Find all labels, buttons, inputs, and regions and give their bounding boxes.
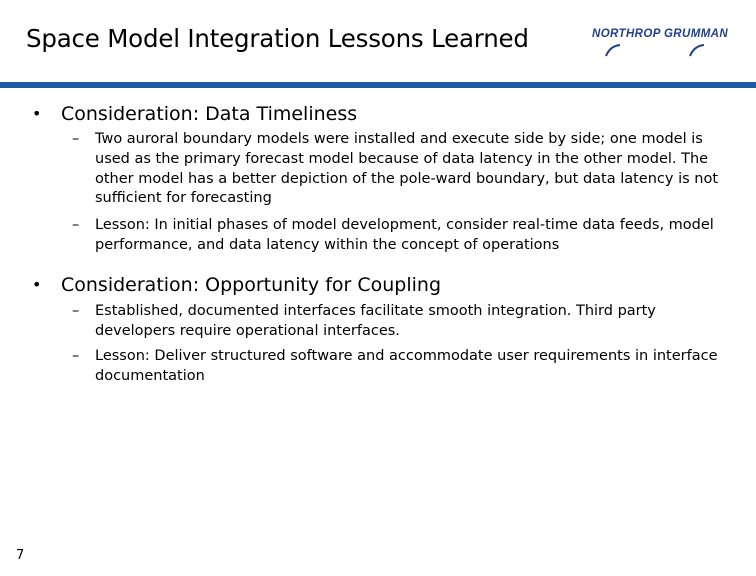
bullet-dot: • [32, 104, 42, 123]
bullet-text: Consideration: Opportunity for Coupling [61, 274, 442, 296]
sub-dash: – [72, 131, 80, 147]
sub-bullet-2-2 [72, 347, 732, 387]
bullet-dot: • [32, 275, 42, 294]
sub-bullet-text: Established, documented interfaces facilitate smooth integration. Third party developers require operational interfaces. [95, 303, 656, 339]
sub-bullet-2-1 [72, 302, 732, 342]
northrop-grumman-logo [590, 28, 738, 62]
sub-dash: – [72, 348, 80, 364]
sub-bullet-text: Two auroral boundary models were installed and execute side by side; one model is used as the primary forecast model because of data latency in the other model. The other model has a better depiction of the pole-ward boundary, but data latency is not sufficient for forecasting [95, 131, 719, 207]
logo-swoosh-icon [590, 42, 738, 62]
logo-text: NORTHROP GRUMMAN [592, 28, 729, 40]
sub-bullet-1-1 [72, 130, 732, 209]
sub-dash: – [72, 303, 80, 319]
sub-bullet-text: Lesson: In initial phases of model development, consider real-time data feeds, model performance, and data latency within the concept of operations [95, 217, 714, 253]
bullet-text: Consideration: Data Timeliness [61, 103, 358, 125]
header-rule [0, 82, 756, 88]
sub-dash: – [72, 217, 80, 233]
slide-title: Space Model Integration Lessons Learned [26, 24, 529, 53]
sub-bullet-1-2 [72, 216, 732, 256]
sub-bullet-text: Lesson: Deliver structured software and accommodate user requirements in interface documentation [95, 348, 718, 384]
page-number: 7 [16, 548, 25, 563]
